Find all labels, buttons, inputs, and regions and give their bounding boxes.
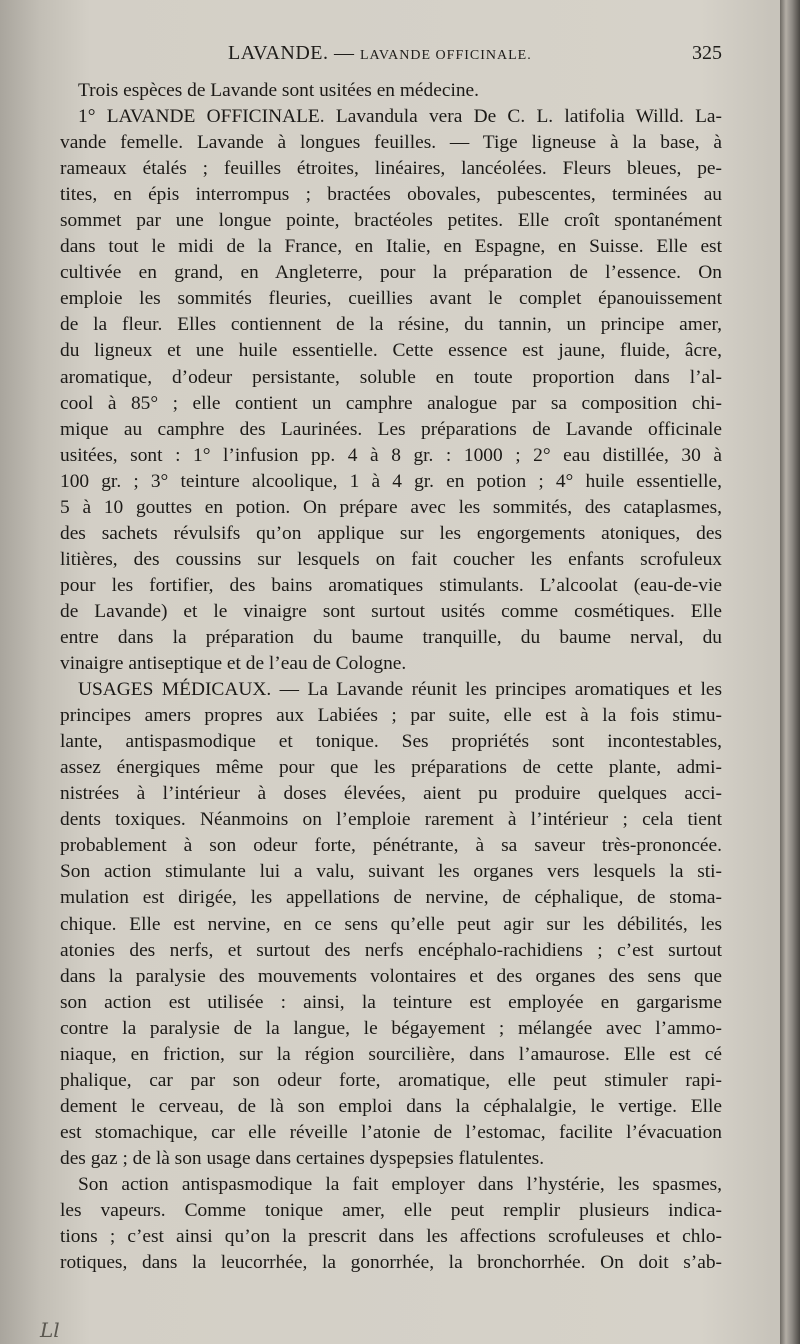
text-line: lante, antispasmodique et tonique. Ses propriétés sont incontestables, xyxy=(60,731,722,753)
book-spine-edge xyxy=(780,0,800,1344)
text-line: USAGES MÉDICAUX. — La Lavande réunit les principes aromatiques et les xyxy=(78,679,722,701)
text-line: Trois espèces de Lavande sont usitées en médecine. xyxy=(78,80,479,101)
text-line: son action est utilisée : ainsi, la teinture est employée en gargarisme xyxy=(60,991,722,1013)
text-line: Son action antispasmodique la fait employer dans l’hystérie, les spasmes, xyxy=(78,1173,722,1195)
text-line: dents toxiques. Néanmoins on l’emploie rarement à l’intérieur ; cela tient xyxy=(60,809,722,831)
text-line: vinaigre antiseptique et de l’eau de Cologne. xyxy=(60,653,407,675)
text-line: cool à 85° ; elle contient un camphre analogue par sa composition chi- xyxy=(60,392,722,414)
text-line: principes amers propres aux Labiées ; par suite, elle est à la fois stimu- xyxy=(60,705,722,727)
text-line: est stomachique, car elle réveille l’atonie de l’estomac, facilite l’évacuation xyxy=(60,1121,722,1143)
text-line: de Lavande) et le vinaigre sont surtout usités comme cosmétiques. Elle xyxy=(60,600,722,622)
text-line: tions ; c’est ainsi qu’on la prescrit dans les affections scrofuleuses et chlo- xyxy=(60,1226,722,1248)
pencil-mark: Ll xyxy=(40,1318,60,1342)
text-line: tites, en épis interrompus ; bractées obovales, pubescentes, terminées au xyxy=(60,184,722,206)
text-line: vande femelle. Lavande à longues feuilles. — Tige ligneuse à la base, à xyxy=(60,132,722,154)
text-line: aromatique, d’odeur persistante, soluble en toute proportion dans l’al- xyxy=(60,366,722,388)
text-line: Son action stimulante lui a valu, suivant les organes vers lesquels la sti- xyxy=(60,861,722,883)
page-header xyxy=(60,40,722,74)
running-head-main: LAVANDE. — xyxy=(228,42,355,64)
text-line: litières, des coussins sur lesquels on fait coucher les enfants scrofuleux xyxy=(60,548,722,570)
text-line: pour les fortifier, des bains aromatiques stimulants. L’alcoolat (eau-de-vie xyxy=(60,574,722,596)
text-line: rameaux étalés ; feuilles étroites, linéaires, lancéolées. Fleurs bleues, pe- xyxy=(60,158,722,180)
text-line: atonies des nerfs, et surtout des nerfs encéphalo-rachidiens ; c’est surtout xyxy=(60,939,722,961)
text-line: des sachets révulsifs qu’on applique sur les engorgements atoniques, des xyxy=(60,522,722,544)
text-line: du ligneux et une huile essentielle. Cette essence est jaune, fluide, âcre, xyxy=(60,340,722,362)
text-line: niaque, en friction, sur la région sourcilière, dans l’amaurose. Elle est cé xyxy=(60,1043,722,1065)
text-line: 100 gr. ; 3° teinture alcoolique, 1 à 4 gr. en potion ; 4° huile essentielle, xyxy=(60,470,722,492)
text-line: emploie les sommités fleuries, cueillies avant le complet épanouissement xyxy=(60,288,722,310)
text-line: des gaz ; de là son usage dans certaines dyspepsies flatulentes. xyxy=(60,1147,545,1169)
text-line: rotiques, dans la leucorrhée, la gonorrhée, la bronchorrhée. On doit s’ab- xyxy=(60,1252,722,1274)
text-line: les vapeurs. Comme tonique amer, elle peut remplir plusieurs indica- xyxy=(60,1200,722,1222)
text-line: phalique, car par son odeur forte, aromatique, elle peut stimuler rapi- xyxy=(60,1069,722,1091)
text-line: dans tout le midi de la France, en Italie, en Espagne, en Suisse. Elle est xyxy=(60,236,722,258)
text-line: sommet par une longue pointe, bractéoles petites. Elle croît spontanément xyxy=(60,210,722,232)
text-line: probablement à son odeur forte, pénétrante, à sa saveur très-prononcée. xyxy=(60,835,722,857)
text-line: mulation est dirigée, les appellations de nervine, de céphalique, de stoma- xyxy=(60,887,722,909)
running-head-sub: LAVANDE OFFICINALE. xyxy=(360,48,532,63)
body-text xyxy=(60,78,722,1276)
text-line: 1° LAVANDE OFFICINALE. Lavandula vera De C. L. latifolia Willd. La- xyxy=(78,106,722,128)
text-line: cultivée en grand, en Angleterre, pour la préparation de l’essence. On xyxy=(60,262,722,284)
text-line: dement le cerveau, de là son emploi dans la céphalalgie, le vertige. Elle xyxy=(60,1095,722,1117)
text-line: mique au camphre des Laurinées. Les préparations de Lavande officinale xyxy=(60,418,722,440)
text-line: contre la paralysie de la langue, le bégayement ; mélangée avec l’ammo- xyxy=(60,1017,722,1039)
text-line: nistrées à l’intérieur à doses élevées, aient pu produire quelques acci- xyxy=(60,783,722,805)
text-line: dans la paralysie des mouvements volontaires et des organes des sens que xyxy=(60,965,722,987)
text-line: entre dans la préparation du baume tranquille, du baume nerval, du xyxy=(60,626,722,648)
text-line: de la fleur. Elles contiennent de la résine, du tannin, un principe amer, xyxy=(60,314,722,336)
page-number: 325 xyxy=(692,42,722,64)
text-line: assez énergiques même pour que les préparations de cette plante, admi- xyxy=(60,757,722,779)
running-head xyxy=(228,42,532,65)
text-line: chique. Elle est nervine, en ce sens qu’elle peut agir sur les débilités, les xyxy=(60,913,722,935)
text-line: 5 à 10 gouttes en potion. On prépare avec les sommités, des cataplasmes, xyxy=(60,496,722,518)
text-line: usitées, sont : 1° l’infusion pp. 4 à 8 gr. : 1000 ; 2° eau distillée, 30 à xyxy=(60,444,722,466)
